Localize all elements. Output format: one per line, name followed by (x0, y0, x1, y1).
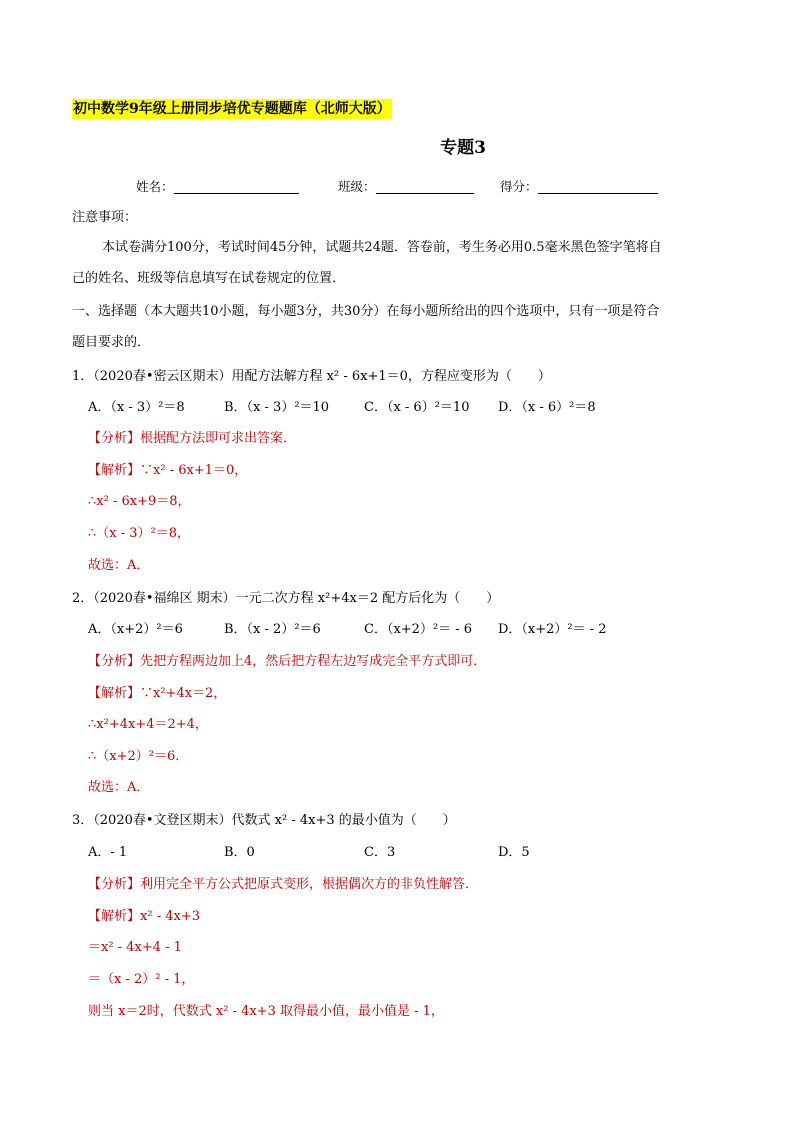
question-3-solution-line-2: ＝x² - 4x+4 - 1 (88, 940, 182, 955)
notice-title: 注意事项： (72, 210, 138, 225)
question-2-option-d: D．（x+2）²＝ - 2 (498, 622, 607, 637)
question-2-option-c: C．（x+2）²＝ - 6 (364, 622, 473, 637)
notice-line-1: 本试卷满分100分，考试时间45分钟，试题共24题．答卷前，考生务必用0.5毫米黑色签字笔将自 (102, 240, 662, 255)
question-3-solution-line-1 (88, 907, 200, 927)
question-1-answer: 故选：A． (88, 558, 150, 573)
solution-text: ∵x²+4x＝2， (140, 686, 227, 701)
analysis-tag: 【分析】 (88, 877, 141, 892)
question-1-solution-line-1 (88, 461, 247, 481)
question-1-option-b: B．（x - 3）²＝10 (224, 400, 330, 415)
question-3-option-c: C．3 (364, 845, 396, 860)
analysis-text: 先把方程两边加上4，然后把方程左边写成完全平方式即可． (140, 654, 487, 669)
question-3-option-b: B．0 (224, 845, 255, 860)
question-3-stem: 3．（2020春•文登区期末）代数式 x² - 4x+3 的最小值为（ ） (72, 813, 456, 828)
score-label: 得分： (500, 179, 538, 194)
name-blank[interactable] (174, 179, 299, 194)
notice-line-2: 己的姓名、班级等信息填写在试卷规定的位置． (72, 271, 346, 286)
score-field (500, 177, 658, 195)
class-field (338, 177, 474, 195)
solution-tag: 【解析】 (88, 909, 141, 924)
question-3-analysis (88, 875, 478, 895)
question-2-solution-line-3: ∴（x+2）²＝6． (88, 749, 189, 764)
student-info-row (0, 177, 794, 197)
question-2-answer: 故选：A． (88, 780, 150, 795)
question-1-option-d: D．（x - 6）²＝8 (498, 400, 596, 415)
solution-text: ∵x² - 6x+1＝0， (140, 463, 248, 478)
question-2-stem: 2．（2020春•福绵区 期末）一元二次方程 x²+4x＝2 配方后化为（ ） (72, 591, 500, 606)
question-1-analysis (88, 429, 296, 449)
name-field (136, 177, 299, 195)
question-3-solution-line-4: 则当 x＝2时，代数式 x² - 4x+3 取得最小值，最小值是 - 1， (88, 1004, 444, 1019)
question-3-option-d: D．5 (498, 845, 530, 860)
question-3-solution-line-3: ＝（x - 2）² - 1， (88, 972, 195, 987)
analysis-text: 利用完全平方公式把原式变形，根据偶次方的非负性解答． (140, 877, 479, 892)
question-1-solution-line-2: ∴x² - 6x+9＝8， (88, 494, 191, 509)
solution-tag: 【解析】 (88, 686, 141, 701)
question-1-solution-line-3: ∴（x - 3）²＝8， (88, 526, 191, 541)
name-label: 姓名： (136, 179, 174, 194)
solution-tag: 【解析】 (88, 463, 141, 478)
score-blank[interactable] (538, 179, 658, 194)
question-2-option-b: B．（x - 2）²＝6 (224, 622, 321, 637)
analysis-text: 根据配方法即可求出答案． (140, 431, 297, 446)
analysis-tag: 【分析】 (88, 654, 141, 669)
section-instructions-2: 题目要求的． (72, 335, 151, 350)
analysis-tag: 【分析】 (88, 431, 141, 446)
question-2-solution-line-2: ∴x²+4x+4＝2+4， (88, 717, 208, 732)
page-title: 专题3 (440, 138, 486, 158)
class-label: 班级： (338, 179, 376, 194)
question-2-option-a: A．（x+2）²＝6 (88, 622, 183, 637)
question-3-option-a: A．- 1 (88, 845, 128, 860)
question-2-solution-line-1 (88, 684, 226, 704)
question-1-stem: 1．（2020春•密云区期末）用配方法解方程 x² - 6x+1＝0，方程应变形为（ ） (72, 369, 551, 384)
question-1-option-a: A．（x - 3）²＝8 (88, 400, 185, 415)
solution-text: x² - 4x+3 (140, 909, 200, 924)
section-instructions-1: 一、选择题（本大题共10小题，每小题3分，共30分）在每小题所给出的四个选项中，只有一项是符合 (72, 304, 660, 319)
series-title: 初中数学9年级上册同步培优专题题库（北师大版） (73, 101, 391, 117)
class-blank[interactable] (376, 179, 474, 194)
question-2-analysis (88, 652, 486, 672)
question-1-option-c: C．（x - 6）²＝10 (364, 400, 470, 415)
